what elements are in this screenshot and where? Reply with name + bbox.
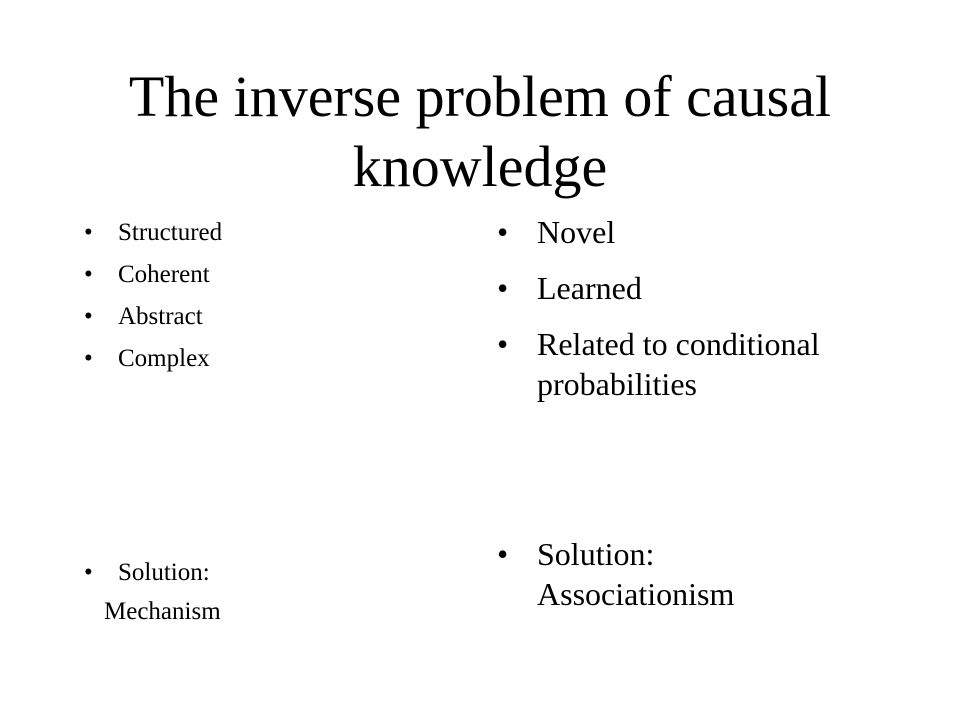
- list-item: [84, 212, 222, 254]
- list-item-label: Novel: [537, 214, 616, 250]
- bullet-icon: •: [497, 270, 509, 306]
- bullet-icon: •: [497, 214, 509, 250]
- bullet-icon: •: [84, 261, 93, 288]
- slide-title: The inverse problem of causal knowledge: [128, 64, 832, 199]
- left-feature-list: [84, 212, 222, 380]
- list-item: [497, 212, 897, 252]
- list-item-label: Related to conditional probabilities: [537, 326, 820, 402]
- list-item-label: Complex: [118, 345, 210, 372]
- right-feature-list: [497, 212, 897, 420]
- list-item: [497, 268, 897, 308]
- list-item-label: Learned: [537, 270, 642, 306]
- right-solution-list: [497, 534, 897, 614]
- list-item: [84, 552, 210, 594]
- bullet-icon: •: [84, 559, 93, 586]
- left-solution-list: [84, 552, 210, 594]
- solution-value: Associationism: [537, 576, 735, 612]
- list-item: [84, 296, 222, 338]
- bullet-icon: •: [84, 303, 93, 330]
- solution-label: Solution:: [118, 559, 210, 586]
- bullet-icon: •: [84, 219, 93, 246]
- list-item-label: Coherent: [118, 261, 210, 288]
- list-item: [497, 324, 897, 404]
- list-item: [84, 254, 222, 296]
- solution-label: Solution:: [537, 536, 655, 572]
- bullet-icon: •: [497, 326, 509, 362]
- bullet-icon: •: [497, 536, 509, 572]
- solution-value: Mechanism: [104, 598, 221, 625]
- bullet-icon: •: [84, 345, 93, 372]
- list-item: [497, 534, 897, 614]
- list-item-label: Abstract: [118, 303, 203, 330]
- list-item-label: Structured: [118, 219, 223, 246]
- list-item: [84, 338, 222, 380]
